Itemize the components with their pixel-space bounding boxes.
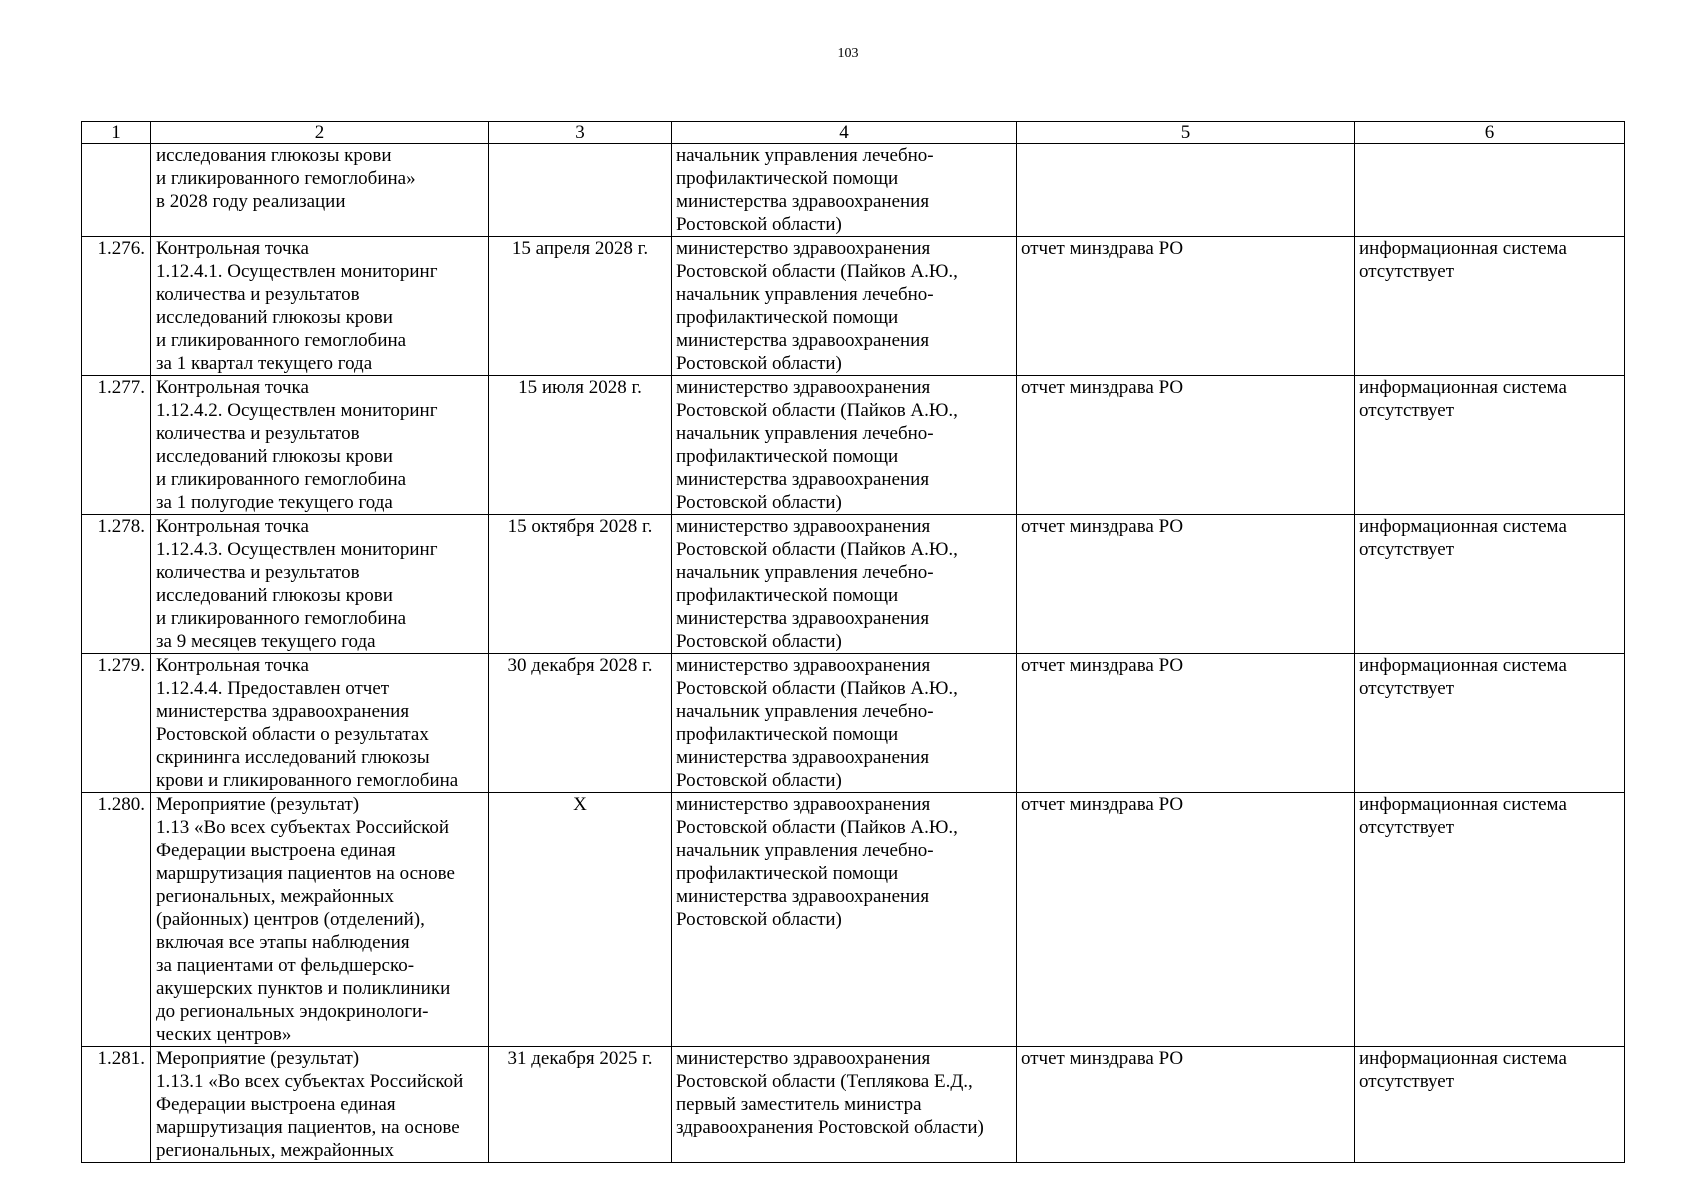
document-cell: отчет минздрава РО bbox=[1017, 515, 1355, 654]
event-cell: Контрольная точка 1.12.4.2. Осуществлен мониторинг количества и результатов исследований глюкозы крови и гликированного гемоглобина за 1 полугодие текущего года bbox=[151, 376, 489, 515]
system-cell: информационная система отсутствует bbox=[1355, 1047, 1625, 1163]
document-cell: отчет минздрава РО bbox=[1017, 793, 1355, 1047]
row-number: 1.281. bbox=[82, 1047, 151, 1163]
table-row bbox=[82, 1047, 1625, 1163]
document-table bbox=[81, 121, 1625, 1163]
page-number: 103 bbox=[837, 46, 859, 61]
event-cell: Контрольная точка 1.12.4.4. Предоставлен отчет министерства здравоохранения Ростовской области о результатах скрининга исследований глюкозы крови и гликированного гемоглобина bbox=[151, 654, 489, 793]
date-cell bbox=[489, 144, 672, 237]
column-header: 2 bbox=[151, 122, 489, 144]
column-header: 3 bbox=[489, 122, 672, 144]
table-row bbox=[82, 144, 1625, 237]
event-cell: Контрольная точка 1.12.4.3. Осуществлен мониторинг количества и результатов исследований глюкозы крови и гликированного гемоглобина за 9 месяцев текущего года bbox=[151, 515, 489, 654]
row-number bbox=[82, 144, 151, 237]
responsible-cell: министерство здравоохранения Ростовской области (Пайков А.Ю., начальник управления лечебно- профилактической помощи министерства здравоохранения Ростовской области) bbox=[672, 376, 1017, 515]
responsible-cell: начальник управления лечебно- профилактической помощи министерства здравоохранения Ростовской области) bbox=[672, 144, 1017, 237]
responsible-cell: министерство здравоохранения Ростовской области (Пайков А.Ю., начальник управления лечебно- профилактической помощи министерства здравоохранения Ростовской области) bbox=[672, 793, 1017, 1047]
table-row bbox=[82, 793, 1625, 1047]
document-cell: отчет минздрава РО bbox=[1017, 237, 1355, 376]
system-cell: информационная система отсутствует bbox=[1355, 654, 1625, 793]
row-number: 1.278. bbox=[82, 515, 151, 654]
event-cell: Мероприятие (результат) 1.13 «Во всех субъектах Российской Федерации выстроена единая маршрутизация пациентов на основе региональных, межрайонных (районных) центров (отделений), включая все этапы наблюдения за пациентами от фельдшерско- акушерских пунктов и поликлиники до региональных эндокринологи- ческих центров» bbox=[151, 793, 489, 1047]
responsible-cell: министерство здравоохранения Ростовской области (Пайков А.Ю., начальник управления лечебно- профилактической помощи министерства здравоохранения Ростовской области) bbox=[672, 515, 1017, 654]
responsible-cell: министерство здравоохранения Ростовской области (Пайков А.Ю., начальник управления лечебно- профилактической помощи министерства здравоохранения Ростовской области) bbox=[672, 237, 1017, 376]
document-cell: отчет минздрава РО bbox=[1017, 654, 1355, 793]
column-header: 1 bbox=[82, 122, 151, 144]
date-cell: 30 декабря 2028 г. bbox=[489, 654, 672, 793]
system-cell: информационная система отсутствует bbox=[1355, 515, 1625, 654]
row-number: 1.279. bbox=[82, 654, 151, 793]
document-cell: отчет минздрава РО bbox=[1017, 376, 1355, 515]
system-cell: информационная система отсутствует bbox=[1355, 793, 1625, 1047]
table-row bbox=[82, 654, 1625, 793]
table-row bbox=[82, 376, 1625, 515]
date-cell: 15 октября 2028 г. bbox=[489, 515, 672, 654]
document-cell: отчет минздрава РО bbox=[1017, 1047, 1355, 1163]
table-row bbox=[82, 237, 1625, 376]
document-cell bbox=[1017, 144, 1355, 237]
system-cell: информационная система отсутствует bbox=[1355, 237, 1625, 376]
date-cell: X bbox=[489, 793, 672, 1047]
date-cell: 15 июля 2028 г. bbox=[489, 376, 672, 515]
column-header: 6 bbox=[1355, 122, 1625, 144]
table-header-row bbox=[82, 122, 1625, 144]
column-header: 4 bbox=[672, 122, 1017, 144]
system-cell bbox=[1355, 144, 1625, 237]
event-cell: Мероприятие (результат) 1.13.1 «Во всех субъектах Российской Федерации выстроена единая маршрутизация пациентов, на основе региональных, межрайонных bbox=[151, 1047, 489, 1163]
table-row bbox=[82, 515, 1625, 654]
row-number: 1.277. bbox=[82, 376, 151, 515]
date-cell: 15 апреля 2028 г. bbox=[489, 237, 672, 376]
date-cell: 31 декабря 2025 г. bbox=[489, 1047, 672, 1163]
responsible-cell: министерство здравоохранения Ростовской области (Теплякова Е.Д., первый заместитель министра здравоохранения Ростовской области) bbox=[672, 1047, 1017, 1163]
column-header: 5 bbox=[1017, 122, 1355, 144]
row-number: 1.280. bbox=[82, 793, 151, 1047]
responsible-cell: министерство здравоохранения Ростовской области (Пайков А.Ю., начальник управления лечебно- профилактической помощи министерства здравоохранения Ростовской области) bbox=[672, 654, 1017, 793]
system-cell: информационная система отсутствует bbox=[1355, 376, 1625, 515]
event-cell: Контрольная точка 1.12.4.1. Осуществлен мониторинг количества и результатов исследований глюкозы крови и гликированного гемоглобина за 1 квартал текущего года bbox=[151, 237, 489, 376]
row-number: 1.276. bbox=[82, 237, 151, 376]
event-cell: исследования глюкозы крови и гликированного гемоглобина» в 2028 году реализации bbox=[151, 144, 489, 237]
